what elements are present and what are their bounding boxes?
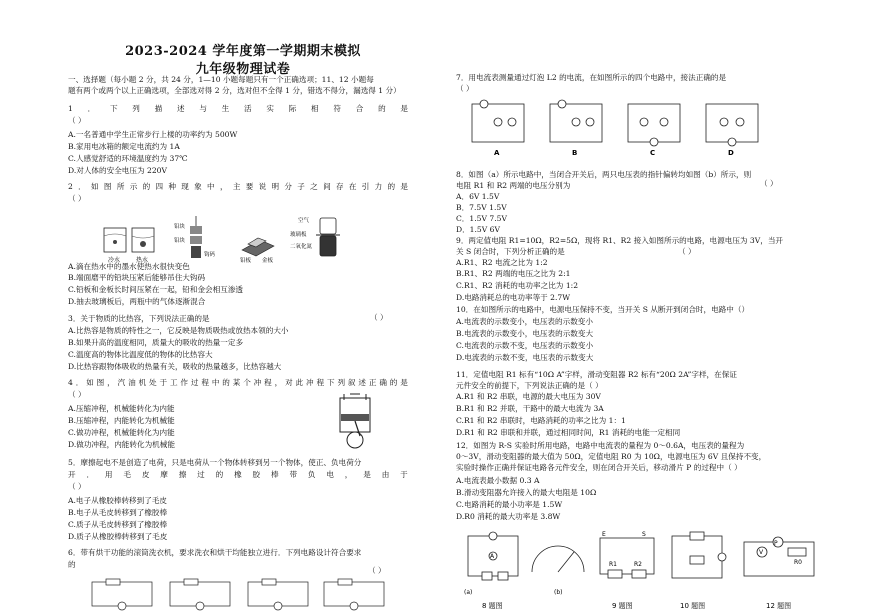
text-line: A.一名普通中学生正常步行上楼的功率约为 500W <box>68 130 238 139</box>
text-line: 5．摩擦起电不是创造了电荷，只是电荷从一个物体转移到另一个物体，使正、负电荷分 <box>68 458 362 467</box>
text-line: 开 ． 用 毛 皮 摩 擦 过 的 橡 胶 棒 带 负 电 ， 是 由 于 <box>68 470 408 479</box>
text-line: D.质子从橡胶棒转移到了毛皮 <box>68 532 168 541</box>
text-line: B.R1 和 R2 并联，干路中的最大电流为 3A <box>456 404 604 413</box>
circuit-label: A <box>490 553 495 560</box>
text-line: D.电流表的示数不变，电压表的示数变大 <box>456 353 594 362</box>
text-line: 9．两定值电阻 R1=10Ω，R2=5Ω，现将 R1、R2 接入如图所示的电路，电源电压为 3V，当开 <box>456 236 784 245</box>
text-line: 实验时操作正确并保证电路各元件安全，则在闭合开关后，移动滑片 P 的过程中（ ） <box>456 463 742 472</box>
q2-figure <box>100 214 360 266</box>
q7-option-d: D <box>728 149 734 157</box>
q4-engine-figure <box>330 392 380 450</box>
text-line: 2 ． 如 图 所 示 的 四 种 现 象 中 ， 主 要 说 明 分 子 之 间 存 在 引 力 的 是 <box>68 182 408 191</box>
text-line: 1 ． 下 列 描 述 与 生 活 实 际 相 符 合 的 是 <box>68 104 408 113</box>
text-line: （ ） <box>68 194 86 203</box>
circuit-label: E <box>602 531 606 538</box>
text-line: 11．定值电阻 R1 标有“10Ω A”字样，滑动变阻器 R2 标有“20Ω 2A”字样，在保证 <box>456 370 737 379</box>
q7-option-b: B <box>572 149 578 157</box>
q8-bracket: （ ） <box>760 179 778 188</box>
text-line: A.R1 和 R2 串联，电源的最大电压为 30V <box>456 392 601 401</box>
text-line: D.对人体的安全电压为 220V <box>68 166 167 175</box>
text-line: 3．关于物质的比热容，下列说法正确的是 <box>68 314 210 323</box>
text-line: C.R1 和 R2 串联时，电路消耗的功率之比为 1：1 <box>456 416 626 425</box>
text-line: A.电流表最小数据 0.3 A <box>456 476 540 485</box>
text-line: D.R1 和 R2 串联和并联，通过相同时间，R1 消耗的电能一定相同 <box>456 428 681 437</box>
text-line: 一、选择题（每小题 2 分，共 24 分，1—10 小题每题只有一个正确选项；11、12 小题每 <box>68 75 374 84</box>
text-line: 元件安全的前提下，下列说法正确的是（ ） <box>456 381 603 390</box>
fig10-caption: 10 题图 <box>680 602 706 610</box>
q9-bracket: （ ） <box>678 247 696 256</box>
text-line: A.电流表的示数变小，电压表的示数变小 <box>456 317 593 326</box>
text-line: 题有两个或两个以上正确选项，全部选对得 2 分，选对但不全得 1 分，错选不得分，漏选得 1 分） <box>68 86 401 95</box>
text-line: （ ） <box>68 116 86 125</box>
text-line: D.电路消耗总的电功率等于 2.7W <box>456 293 571 302</box>
fig8a-label: (a) <box>464 589 473 596</box>
fig9-caption: 9 题图 <box>612 602 633 610</box>
text-line: C.质子从毛皮转移到了橡胶棒 <box>68 520 168 529</box>
text-line: 7．用电流表测量通过灯泡 L2 的电流，在如图所示的四个电路中，接法正确的是 <box>456 73 727 82</box>
text-line: B.R1、R2 两端的电压之比为 2:1 <box>456 269 571 278</box>
text-line: B.电子从毛皮转移到了橡胶棒 <box>68 508 168 517</box>
text-line: （ ） <box>68 390 86 399</box>
text-line: A.电子从橡胶棒转移到了毛皮 <box>68 496 168 505</box>
text-line: B.如果升高的温度相同，质量大的吸收的热量一定多 <box>68 338 244 347</box>
fig8-caption: 8 题图 <box>482 602 503 610</box>
text-line: A.压缩冲程，机械能转化为内能 <box>68 404 175 413</box>
text-line: A.滴在热水中的墨水使热水很快变色 <box>68 262 190 271</box>
text-line: B.滑动变阻器允许接入的最大电阻是 10Ω <box>456 488 597 497</box>
text-line: A．6V 1.5V <box>456 192 500 201</box>
text-line: C.电路消耗的最小功率是 1.5W <box>456 500 563 509</box>
fig2-label: 金板 <box>262 258 274 264</box>
fig2-label: 冷水 <box>108 257 121 264</box>
text-line: 12．如图为 R-S 实验时所用电路，电路中电流表的量程为 0～0.6A，电压表的量程为 <box>456 441 745 450</box>
fig12-caption: 12 题图 <box>766 602 792 610</box>
text-line: （ ） <box>68 482 86 491</box>
circuit-label: P <box>774 540 778 547</box>
circuit-label: R0 <box>794 559 802 566</box>
text-line: C.温度高的物体比温度低的物体的比热容大 <box>68 350 213 359</box>
text-line: D.做功冲程，内能转化为机械能 <box>68 440 175 449</box>
circuit-label: V <box>759 549 764 556</box>
circuit-label: R2 <box>634 561 642 568</box>
fig2-label: 玻璃板 <box>290 232 307 238</box>
circuit-label: S <box>642 531 646 538</box>
page-subtitle: 九年级物理试卷 <box>195 62 291 77</box>
text-line: A.比热容是物质的特性之一，它反映是物质吸热或放热本领的大小 <box>68 326 289 335</box>
text-line: C．1.5V 7.5V <box>456 214 507 223</box>
text-line: D.比热容跟物体吸收的热量有关，吸收的热量越多，比热容越大 <box>68 362 282 371</box>
text-line: （ ） <box>456 84 474 93</box>
text-line: 0～3V，滑动变阻器的最大值为 50Ω，定值电阻 R0 为 10Ω，电源电压为 6V 且保持不变， <box>456 452 767 461</box>
text-line: A.R1、R2 电流之比为 1:2 <box>456 258 548 267</box>
text-line: 4 ． 如 图 ， 汽 油 机 处 于 工 作 过 程 中 的 某 个 冲 程 ， 对 此 冲 程 下 列 叙 述 正 确 的 是 <box>68 378 408 387</box>
text-line: 的 <box>68 560 76 569</box>
text-line: 关 S 闭合时，下列分析正确的是 <box>456 247 565 256</box>
text-line: B.压缩冲程，内能转化为机械能 <box>68 416 175 425</box>
q6-circuits <box>88 578 388 614</box>
q6-bracket: （ ） <box>368 566 386 575</box>
text-line: C.铅板和金板长时间压紧在一起，铅和金会相互渗透 <box>68 285 244 294</box>
q7-option-a: A <box>494 149 500 157</box>
fig2-label: 热水 <box>136 257 149 264</box>
text-line: C.人感觉舒适的环境温度约为 37℃ <box>68 154 188 163</box>
text-line: D．1.5V 6V <box>456 225 500 234</box>
fig2-label: 二氧化氮 <box>290 244 313 250</box>
q7-option-c: C <box>650 149 656 157</box>
page-title: 2023-2024 学年度第一学期期末模拟 <box>125 44 361 59</box>
text-line: B.电流表的示数变小，电压表的示数变大 <box>456 329 594 338</box>
fig2-label: 铅块 <box>174 238 186 244</box>
text-line: 电阻 R1 和 R2 两端的电压分别为 <box>456 181 571 190</box>
text-line: C.做功冲程，机械能转化为内能 <box>68 428 175 437</box>
text-line: B．7.5V 1.5V <box>456 203 507 212</box>
text-line: B.端面磨平的铅块压紧后能够吊住大钩码 <box>68 273 206 282</box>
fig8b-label: (b) <box>554 589 563 596</box>
text-line: B.家用电冰箱的额定电流约为 1A <box>68 142 180 151</box>
text-line: C.R1、R2 消耗的电功率之比为 1:2 <box>456 281 579 290</box>
text-line: D.R0 消耗的最大功率是 3.8W <box>456 512 561 521</box>
fig2-label: 空气 <box>298 218 310 224</box>
text-line: 10．在如图所示的电路中，电源电压保持不变，当开关 S 从断开到闭合时，电路中（） <box>456 305 750 314</box>
bottom-figures <box>462 528 822 612</box>
text-line: D.抽去玻璃板后，两瓶中的气体逐渐混合 <box>68 297 206 306</box>
text-line: C.电流表的示数不变，电压表的示数变小 <box>456 341 594 350</box>
text-line: 8．如图（a）所示电路中，当闭合开关后，两只电压表的指针偏转均如图（b）所示，则 <box>456 170 752 179</box>
fig2-label: 铅块 <box>174 224 186 230</box>
text-line: 6．带有烘干功能的滚筒洗衣机，要求洗衣和烘干均能独立进行．下列电路设计符合要求 <box>68 548 362 557</box>
q7-circuits <box>462 98 762 158</box>
circuit-label: R1 <box>609 561 617 568</box>
fig2-label: 铅板 <box>240 258 252 264</box>
fig2-label: 钩码 <box>204 252 216 258</box>
q3-bracket: （ ） <box>370 313 388 322</box>
